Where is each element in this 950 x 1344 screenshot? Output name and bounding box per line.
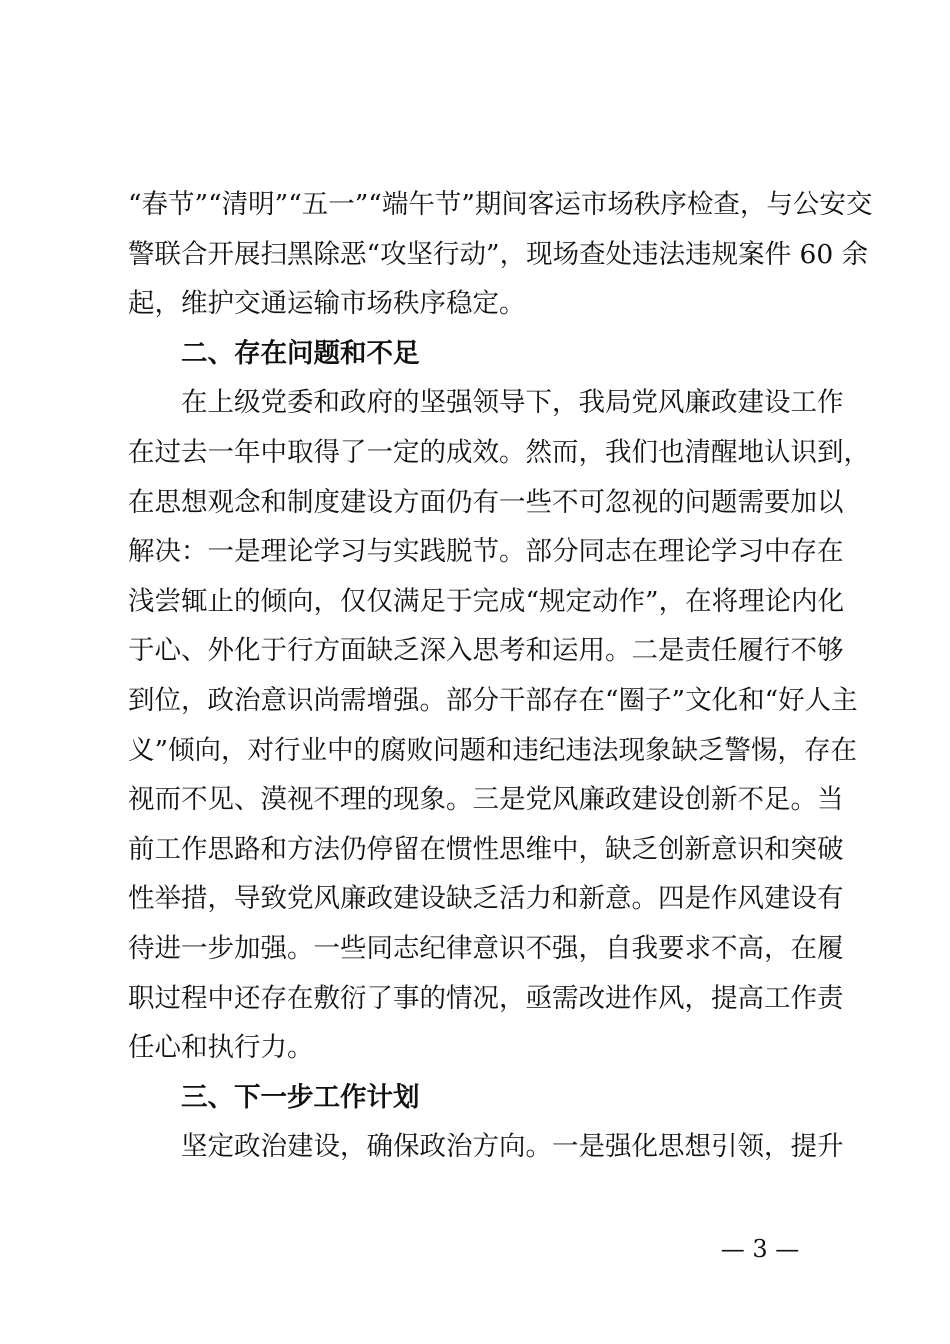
text-line: 前工作思路和方法仍停留在惯性思维中，缺乏创新意识和突破 xyxy=(128,833,844,865)
text-line: 在上级党委和政府的坚强领导下，我局党风廉政建设工作 xyxy=(181,387,844,419)
text-line: 于心、外化于行方面缺乏深入思考和运用。二是责任履行不够 xyxy=(128,635,844,667)
text-line: 解决：一是理论学习与实践脱节。部分同志在理论学习中存在 xyxy=(128,536,844,568)
text-line: 职过程中还存在敷衍了事的情况，亟需改进作风，提高工作责 xyxy=(128,982,844,1014)
text-line: 视而不见、漠视不理的现象。三是党风廉政建设创新不足。当 xyxy=(128,784,844,816)
text-line: 待进一步加强。一些同志纪律意识不强，自我要求不高，在履 xyxy=(128,932,844,964)
section-heading-3: 三、下一步工作计划 xyxy=(181,1081,420,1113)
text-line: 起，维护交通运输市场秩序稳定。 xyxy=(128,288,526,320)
text-line: 在思想观念和制度建设方面仍有一些不可忽视的问题需要加以 xyxy=(128,486,844,518)
text-line: 任心和执行力。 xyxy=(128,1032,314,1064)
document-body xyxy=(128,180,873,1172)
text-line: “春节”“清明”“五一”“端午节”期间客运市场秩序检查，与公安交 xyxy=(128,189,873,220)
paragraph-1 xyxy=(128,180,873,329)
page-number: — 3 — xyxy=(720,1235,800,1263)
text-line: 在过去一年中取得了一定的成效。然而，我们也清醒地认识到， xyxy=(128,436,870,468)
text-line: 到位，政治意识尚需增强。部分干部存在“圈子”文化和“好人主 xyxy=(128,684,858,716)
section-heading-2: 二、存在问题和不足 xyxy=(181,337,420,369)
paragraph-3 xyxy=(128,1122,844,1172)
text-line: 坚定政治建设，确保政治方向。一是强化思想引领，提升 xyxy=(181,1131,844,1163)
text-line: 警联合开展扫黑除恶“攻坚行动”，现场查处违法违规案件 60 余 xyxy=(128,238,869,270)
text-line: 性举措，导致党风廉政建设缺乏活力和新意。四是作风建设有 xyxy=(128,883,844,915)
text-line: 义”倾向，对行业中的腐败问题和违纪违法现象缺乏警惕，存在 xyxy=(128,734,858,766)
paragraph-2 xyxy=(128,378,870,1072)
text-line: 浅尝辄止的倾向，仅仅满足于完成“规定动作”，在将理论内化 xyxy=(128,585,845,617)
